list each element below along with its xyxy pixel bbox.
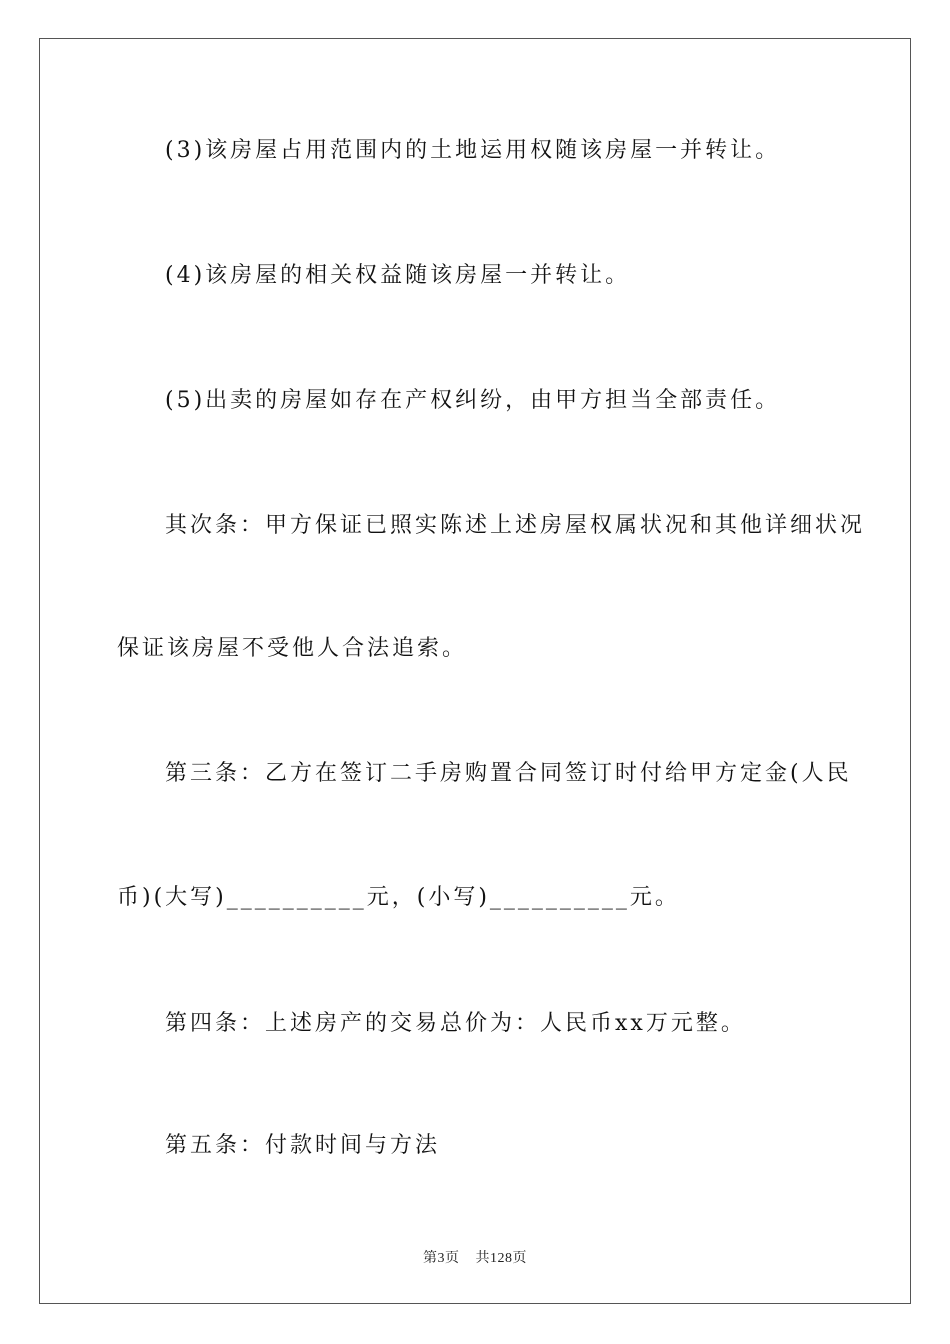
clause-line-4: (4)该房屋的相关权益随该房屋一并转让。 — [165, 263, 631, 288]
article-4-line: 第四条：上述房产的交易总价为：人民币xx万元整。 — [165, 1011, 746, 1036]
page-frame — [39, 38, 911, 1304]
clause-line-5: (5)出卖的房屋如存在产权纠纷，由甲方担当全部责任。 — [165, 388, 781, 413]
article-5-line: 第五条：付款时间与方法 — [165, 1133, 441, 1158]
page-footer — [0, 1247, 950, 1267]
clause-line-3: (3)该房屋占用范围内的土地运用权随该房屋一并转让。 — [165, 138, 781, 163]
article-3-line-1: 第三条：乙方在签订二手房购置合同签订时付给甲方定金(人民 — [165, 761, 852, 786]
article-2-line-2: 保证该房屋不受他人合法追索。 — [117, 636, 468, 661]
article-2-line-1: 其次条：甲方保证已照实陈述上述房屋权属状况和其他详细状况 — [165, 513, 866, 538]
article-3-line-2: 币)(大写)__________元，(小写)__________元。 — [117, 885, 680, 910]
page-current-number: 第3页 — [423, 1251, 460, 1266]
page-total-count: 共128页 — [475, 1251, 527, 1266]
